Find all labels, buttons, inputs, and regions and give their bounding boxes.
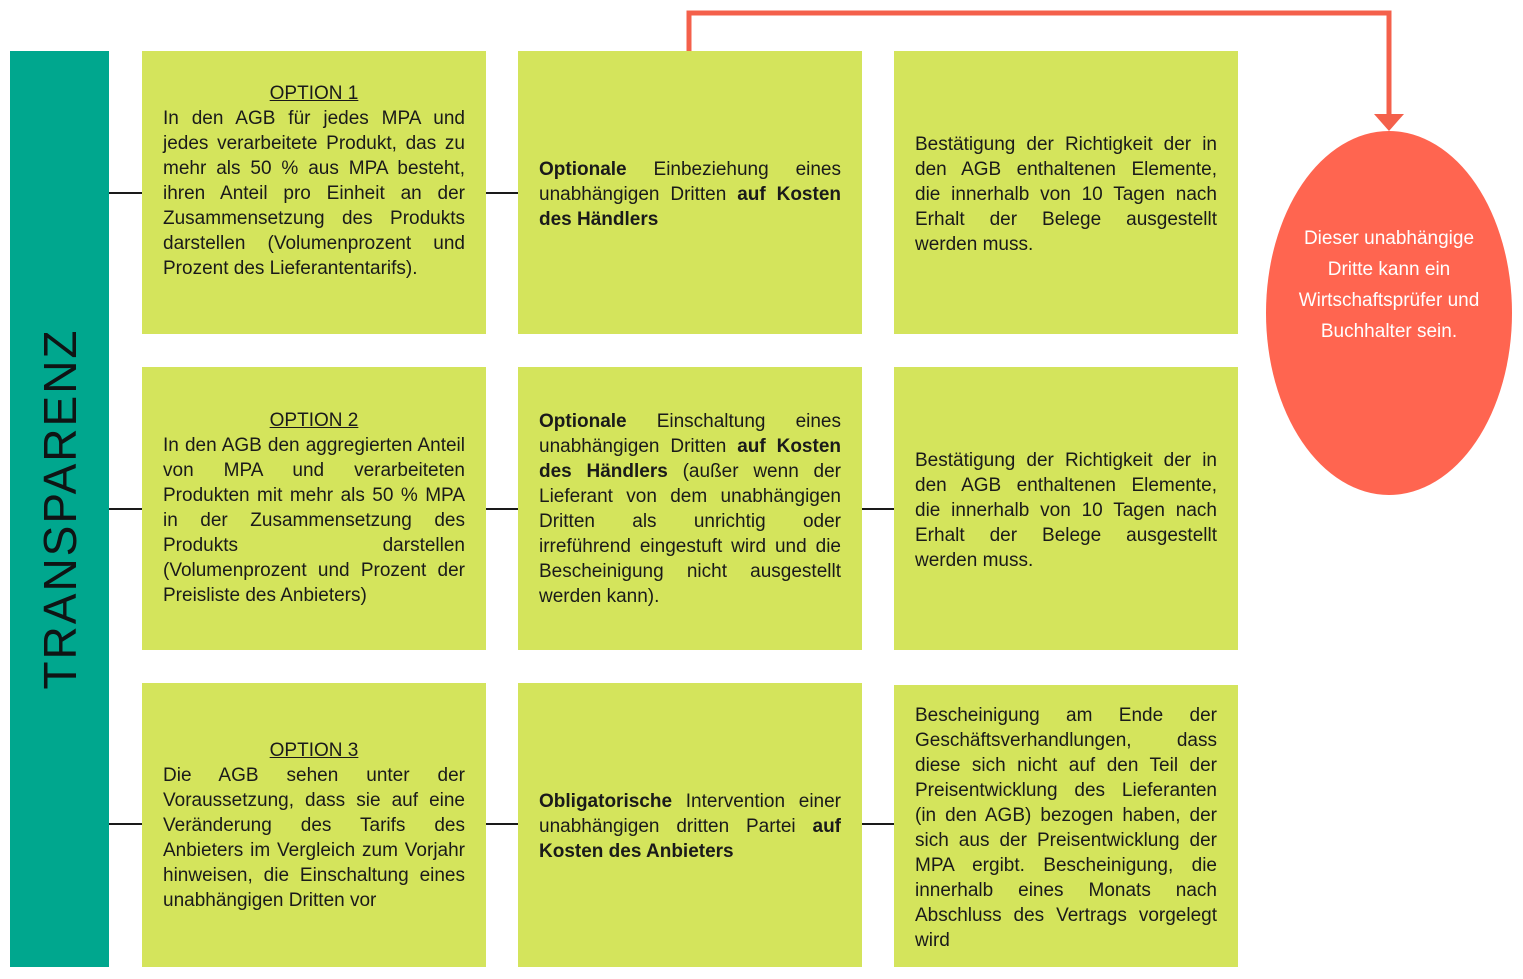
- intervention-cost: auf Kosten des Händlers: [539, 184, 841, 230]
- intervention-emphasis: Optionale: [539, 159, 627, 180]
- intervention-cost: auf Kosten des Anbieters: [539, 816, 841, 862]
- intervention-body: Intervention einer unabhängigen dritten Partei: [539, 791, 841, 837]
- sidebar-label: TRANSPARENZ: [33, 328, 86, 690]
- option-title: OPTION 3: [269, 740, 359, 761]
- result-text: Bescheinigung am Ende der Geschäftsverhandlungen, dass diese sich nicht auf den Teil der Preisentwicklung des Lieferanten (in den AGB) bezogen haben, der sich aus der Preisentwicklung der MPA ergibt. Bescheinigung, die innerhalb eines Monats nach Abschluss des Vertrags vorgelegt wird: [915, 705, 1217, 951]
- intervention-cost: auf Kosten des Händlers: [539, 436, 841, 482]
- intervention-emphasis: Obligatorische: [539, 791, 673, 812]
- intervention-body: Einschaltung eines unabhängigen Dritten: [539, 411, 841, 457]
- note-text: Dieser unabhängige Dritte kann ein Wirtschaftsprüfer und Buchhalter sein.: [1298, 228, 1480, 342]
- result-text: Bestätigung der Richtigkeit der in den AGB enthaltenen Elemente, die innerhalb von 10 Tagen nach Erhalt der Belege ausgestellt werden muss.: [915, 450, 1217, 571]
- option-title: OPTION 1: [269, 83, 359, 104]
- option-title: OPTION 2: [269, 410, 359, 431]
- intervention-note: (außer wenn der Lieferant von dem unabhängigen Dritten als unrichtig oder irreführend eingestuft wird und die Bescheinigung nicht ausgestellt werden kann).: [539, 461, 841, 607]
- option-text: In den AGB für jedes MPA und jedes verarbeitete Produkt, das zu mehr als 50 % aus MPA besteht, ihren Anteil pro Einheit an der Zusammensetzung des Produkts darstellen (Volumenprozent und Prozent des Lieferantentarifs).: [163, 108, 465, 279]
- option-text: Die AGB sehen unter der Voraussetzung, dass sie auf eine Veränderung des Tarifs des Anbieters im Vergleich zum Vorjahr hinweisen, die Einschaltung eines unabhängigen Dritten vor: [163, 765, 465, 911]
- intervention-body: Einbeziehung eines unabhängigen Dritten: [539, 159, 841, 205]
- intervention-emphasis: Optionale: [539, 411, 627, 432]
- result-text: Bestätigung der Richtigkeit der in den AGB enthaltenen Elemente, die innerhalb von 10 Tagen nach Erhalt der Belege ausgestellt werden muss.: [915, 134, 1217, 255]
- option-text: In den AGB den aggregierten Anteil von MPA und verarbeiteten Produkten mit mehr als 50 % MPA in der Zusammensetzung des Produkts darstellen (Volumenprozent und Prozent der Preisliste des Anbieters): [163, 435, 465, 606]
- note-ellipse: [1266, 131, 1512, 495]
